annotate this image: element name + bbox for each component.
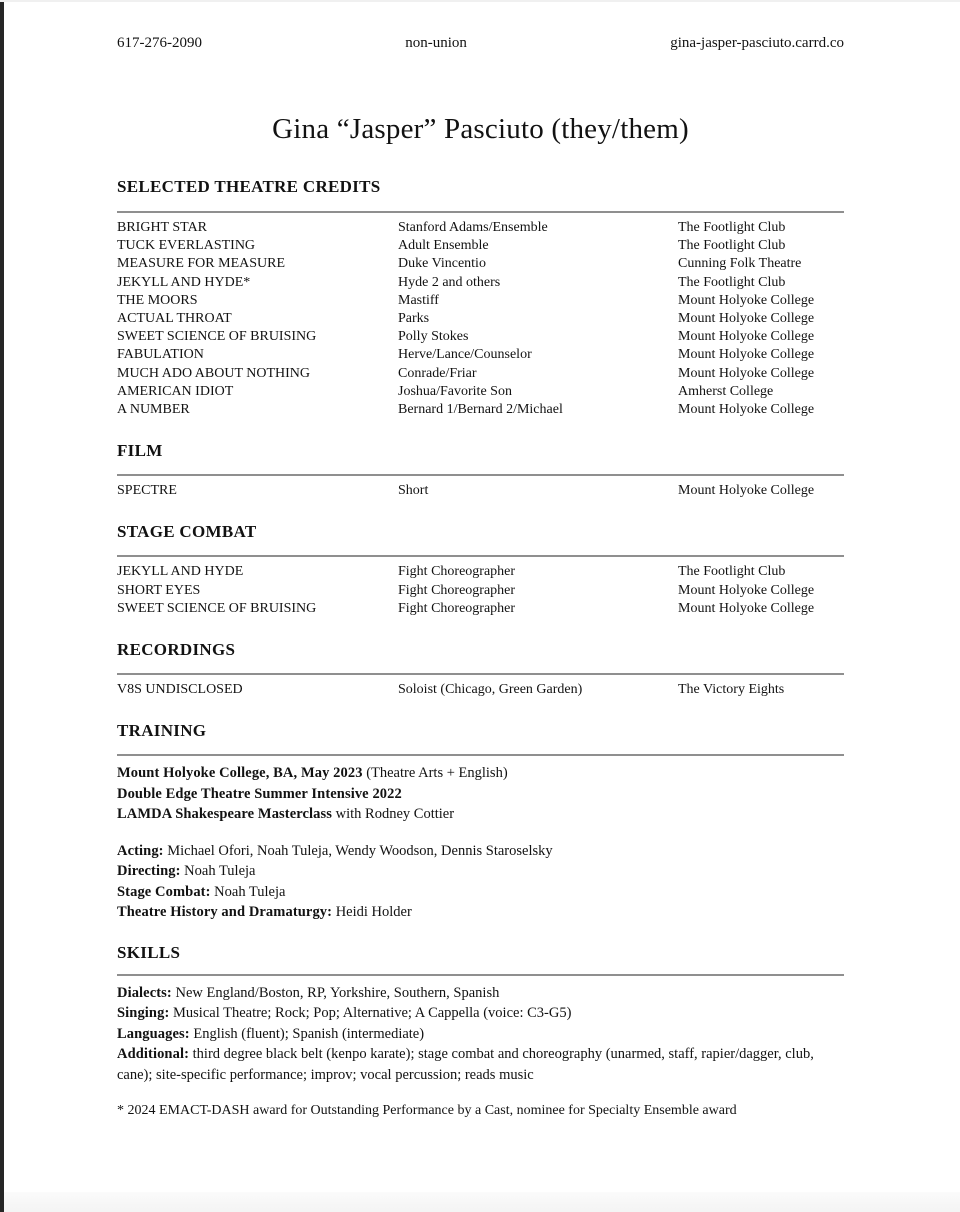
skill-category-label: Languages: xyxy=(117,1025,190,1042)
section-heading-stage-combat: STAGE COMBAT xyxy=(117,522,257,542)
section-rule xyxy=(117,474,844,476)
discipline-label: Acting: xyxy=(117,842,164,859)
credit-role: Fight Choreographer xyxy=(398,564,516,580)
credit-role: Mastiff xyxy=(398,292,439,308)
credit-title: TUCK EVERLASTING xyxy=(117,238,256,254)
credit-venue: Amherst College xyxy=(678,383,774,399)
skills-item xyxy=(117,1003,844,1024)
credit-role: Polly Stokes xyxy=(398,329,469,345)
credit-role: Joshua/Favorite Son xyxy=(398,383,512,399)
section-heading-film: FILM xyxy=(117,441,163,461)
credit-venue: Mount Holyoke College xyxy=(678,402,815,418)
table-row xyxy=(117,346,844,364)
section-rule xyxy=(117,673,844,675)
table-row xyxy=(117,582,844,600)
contact-header xyxy=(117,0,844,51)
training-education-list xyxy=(117,763,844,825)
credit-venue: Mount Holyoke College xyxy=(678,329,815,345)
table-row xyxy=(117,681,844,699)
skills-item xyxy=(117,1044,844,1085)
table-row xyxy=(117,292,844,310)
skill-category-label: Dialects: xyxy=(117,984,172,1001)
skill-category-label: Additional: xyxy=(117,1046,190,1063)
credit-title: V8S UNDISCLOSED xyxy=(117,682,243,698)
credit-venue: The Victory Eights xyxy=(678,682,785,698)
credit-role: Conrade/Friar xyxy=(398,365,477,381)
credit-role: Adult Ensemble xyxy=(398,238,489,254)
credit-venue: The Footlight Club xyxy=(678,238,786,254)
credit-title: SWEET SCIENCE OF BRUISING xyxy=(117,329,317,345)
discipline-label: Stage Combat: xyxy=(117,883,211,900)
credit-venue: Mount Holyoke College xyxy=(678,292,815,308)
training-instructors-list xyxy=(117,841,844,923)
credit-venue: Mount Holyoke College xyxy=(678,582,815,598)
stage-combat-table xyxy=(117,563,844,618)
table-row xyxy=(117,274,844,292)
section-heading-training: TRAINING xyxy=(117,721,207,741)
credit-title: BRIGHT STAR xyxy=(117,220,208,235)
credit-role: Bernard 1/Bernard 2/Michael xyxy=(398,402,563,418)
instructor-names: Noah Tuleja xyxy=(210,883,286,900)
theatre-credits-table xyxy=(117,219,844,419)
skill-detail: English (fluent); Spanish (intermediate) xyxy=(189,1025,425,1042)
award-footnote: * 2024 EMACT-DASH award for Outstanding Performance by a Cast, nominee for Specialty Ensemble award xyxy=(117,1103,737,1119)
page-left-edge xyxy=(0,2,4,1212)
credit-title: MUCH ADO ABOUT NOTHING xyxy=(117,365,311,381)
section-heading-theatre: SELECTED THEATRE CREDITS xyxy=(117,177,381,196)
page-title: Gina “Jasper” Pasciuto (they/them) xyxy=(272,113,689,145)
education-name: Mount Holyoke College, BA, May 2023 xyxy=(117,765,363,782)
credit-title: SWEET SCIENCE OF BRUISING xyxy=(117,600,317,616)
credit-title: MEASURE FOR MEASURE xyxy=(117,256,286,272)
skill-detail: New England/Boston, RP, Yorkshire, Southern, Spanish xyxy=(171,984,500,1001)
instructor-names: Heidi Holder xyxy=(332,904,412,921)
credit-venue: The Footlight Club xyxy=(678,564,786,580)
skills-item xyxy=(117,983,844,1004)
credit-title: SHORT EYES xyxy=(117,582,201,598)
table-row xyxy=(117,600,844,618)
training-education-item xyxy=(117,763,844,784)
section-rule xyxy=(117,211,844,213)
credit-title: A NUMBER xyxy=(117,402,190,418)
section-heading-skills: SKILLS xyxy=(117,942,181,962)
phone-number: 617-276-2090 xyxy=(117,35,202,51)
training-instructor-item xyxy=(117,902,844,923)
table-row xyxy=(117,365,844,383)
union-status: non-union xyxy=(405,35,467,51)
discipline-label: Theatre History and Dramaturgy: xyxy=(117,904,333,921)
credit-venue: The Footlight Club xyxy=(678,274,786,290)
credit-role: Fight Choreographer xyxy=(398,600,516,616)
section-heading-recordings: RECORDINGS xyxy=(117,640,236,660)
film-credits-table xyxy=(117,482,844,500)
instructor-names: Noah Tuleja xyxy=(180,863,256,880)
section-rule xyxy=(117,974,844,976)
credit-title: JEKYLL AND HYDE* xyxy=(117,274,251,290)
credit-venue: Mount Holyoke College xyxy=(678,483,815,499)
training-instructor-item xyxy=(117,861,844,882)
credit-role: Parks xyxy=(398,311,430,327)
instructor-names: Michael Ofori, Noah Tuleja, Wendy Woodson, Dennis Staroselsky xyxy=(163,842,553,859)
credit-role: Soloist (Chicago, Green Garden) xyxy=(398,682,583,698)
credit-title: THE MOORS xyxy=(117,292,198,308)
credit-role: Herve/Lance/Counselor xyxy=(398,347,532,363)
credit-title: ACTUAL THROAT xyxy=(117,311,232,327)
credit-venue: Mount Holyoke College xyxy=(678,347,815,363)
training-instructor-item xyxy=(117,841,844,862)
credit-title: AMERICAN IDIOT xyxy=(117,383,234,399)
skills-list xyxy=(117,983,844,1086)
resume-content xyxy=(117,0,844,1121)
section-rule xyxy=(117,555,844,557)
credit-venue: The Footlight Club xyxy=(678,220,786,235)
credit-title: FABULATION xyxy=(117,347,204,363)
table-row xyxy=(117,563,844,581)
table-row xyxy=(117,255,844,273)
credit-title: JEKYLL AND HYDE xyxy=(117,564,244,580)
education-name: Double Edge Theatre Summer Intensive 2022 xyxy=(117,785,402,802)
education-detail: with Rodney Cottier xyxy=(332,806,455,823)
discipline-label: Directing: xyxy=(117,863,181,880)
skills-item xyxy=(117,1024,844,1045)
education-name: LAMDA Shakespeare Masterclass xyxy=(117,806,333,823)
skill-category-label: Singing: xyxy=(117,1005,170,1022)
credit-venue: Mount Holyoke College xyxy=(678,600,815,616)
skill-detail: Musical Theatre; Rock; Pop; Alternative; A Cappella (voice: C3-G5) xyxy=(169,1005,572,1022)
website-link: gina-jasper-pasciuto.carrd.co xyxy=(670,35,844,51)
recordings-table xyxy=(117,681,844,699)
table-row xyxy=(117,328,844,346)
table-row xyxy=(117,310,844,328)
credit-role: Short xyxy=(398,483,429,499)
credit-role: Duke Vincentio xyxy=(398,256,486,272)
credit-venue: Mount Holyoke College xyxy=(678,365,815,381)
skill-detail: third degree black belt (kenpo karate); stage combat and choreography (unarmed, staff, rapier/dagger, club, cane); site-specific performance; improv; vocal percussion; reads music xyxy=(117,1046,814,1083)
credit-role: Hyde 2 and others xyxy=(398,274,501,290)
credit-title: SPECTRE xyxy=(117,483,177,499)
credit-role: Stanford Adams/Ensemble xyxy=(398,220,548,235)
credit-venue: Cunning Folk Theatre xyxy=(678,256,802,272)
section-rule xyxy=(117,754,844,756)
table-row xyxy=(117,401,844,419)
table-row xyxy=(117,383,844,401)
training-education-item xyxy=(117,804,844,825)
training-instructor-item xyxy=(117,882,844,903)
credit-role: Fight Choreographer xyxy=(398,582,516,598)
training-education-item xyxy=(117,784,844,805)
education-detail: (Theatre Arts + English) xyxy=(362,765,508,782)
page-bottom-edge xyxy=(4,1192,960,1212)
table-row xyxy=(117,482,844,500)
credit-venue: Mount Holyoke College xyxy=(678,311,815,327)
table-row xyxy=(117,219,844,237)
table-row xyxy=(117,237,844,255)
